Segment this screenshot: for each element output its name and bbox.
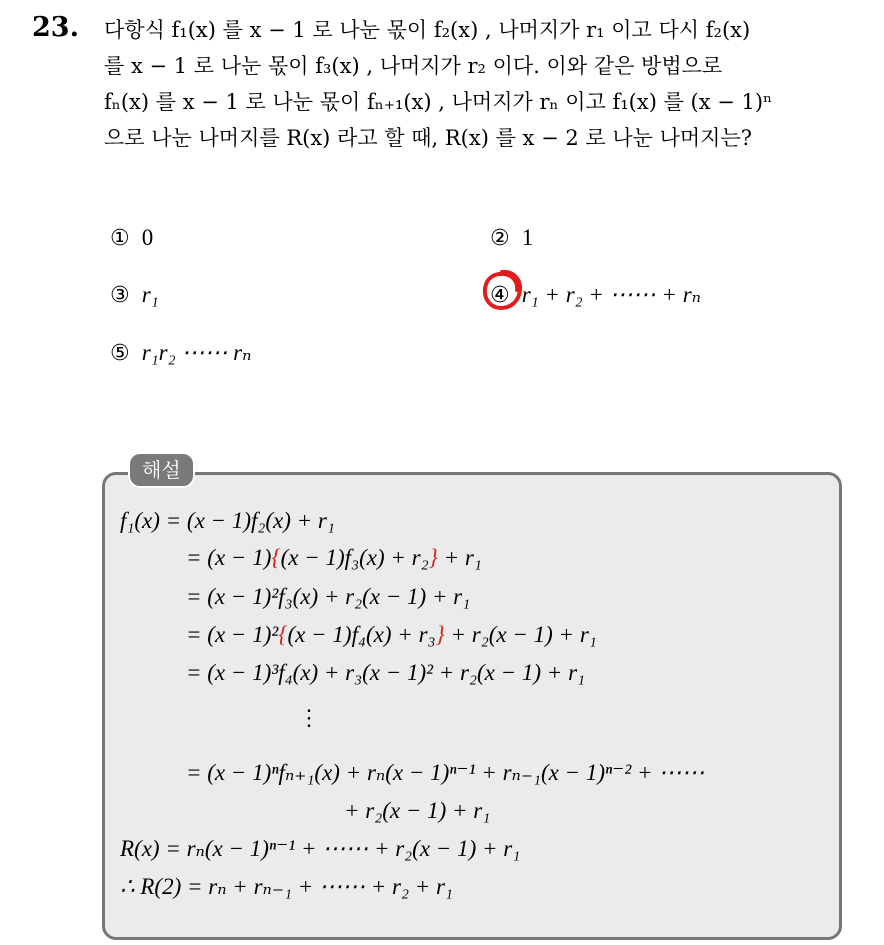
solution-line-2-text: = (x − 1){(x − 1)f₃(x) + r₂} + r₁	[186, 545, 482, 570]
choice-3[interactable]	[110, 282, 159, 308]
choice-2-text: 1	[521, 225, 534, 250]
answer-circle-mark	[480, 268, 524, 312]
solution-box	[102, 472, 842, 940]
choice-5-number: ⑤	[110, 341, 130, 366]
choice-5-text: r₁r₂ ⋯⋯ rₙ	[141, 340, 252, 365]
solution-line-7: + r₂(x − 1) + r₁	[344, 798, 491, 823]
choice-1-number: ①	[110, 226, 130, 251]
question-text	[104, 12, 864, 156]
choice-1-text: 0	[141, 225, 154, 250]
choice-2[interactable]	[490, 225, 533, 251]
choice-2-number: ②	[490, 226, 510, 251]
solution-line-3: = (x − 1)²f₃(x) + r₂(x − 1) + r₁	[186, 584, 471, 609]
solution-line-2	[186, 545, 482, 571]
solution-vdots: ⋮	[298, 706, 320, 731]
choice-1[interactable]	[110, 225, 153, 251]
solution-line-8: R(x) = rₙ(x − 1)ⁿ⁻¹ + ⋯⋯ + r₂(x − 1) + r₁	[120, 836, 521, 861]
question-line-4: 으로 나눈 나머지를 R(x) 라고 할 때, R(x) 를 x − 2 로 나눈 나머지는?	[104, 126, 752, 150]
solution-line-4: = (x − 1)²{(x − 1)f₄(x) + r₃} + r₂(x − 1) + r₁	[186, 622, 597, 647]
question-line-3: fₙ(x) 를 x − 1 로 나눈 몫이 fₙ₊₁(x) , 나머지가 rₙ 이고 f₁(x) 를 (x − 1)ⁿ	[104, 90, 773, 114]
choice-5[interactable]	[110, 340, 251, 366]
solution-line-5: = (x − 1)³f₄(x) + r₃(x − 1)² + r₂(x − 1) + r₁	[186, 660, 586, 685]
solution-line-1: f₁(x) = (x − 1)f₂(x) + r₁	[120, 508, 335, 533]
solution-line-6: = (x − 1)ⁿfₙ₊₁(x) + rₙ(x − 1)ⁿ⁻¹ + rₙ₋₁(x − 1)ⁿ⁻² + ⋯⋯	[186, 760, 705, 785]
question-line-2: 를 x − 1 로 나눈 몫이 f₃(x) , 나머지가 r₂ 이다. 이와 같은 방법으로	[104, 54, 723, 78]
question-number: 23.	[32, 12, 79, 43]
choice-4-text: r₁ + r₂ + ⋯⋯ + rₙ	[521, 282, 701, 307]
choice-4-number: ④	[490, 283, 510, 308]
solution-tag: 해설	[128, 452, 195, 488]
choice-3-text: r₁	[141, 282, 159, 307]
choice-3-number: ③	[110, 283, 130, 308]
solution-line-9: ∴ R(2) = rₙ + rₙ₋₁ + ⋯⋯ + r₂ + r₁	[120, 874, 453, 899]
question-line-1: 다항식 f₁(x) 를 x − 1 로 나눈 몫이 f₂(x) , 나머지가 r₁ 이고 다시 f₂(x)	[104, 18, 751, 42]
answer-circle-stroke	[485, 272, 520, 308]
